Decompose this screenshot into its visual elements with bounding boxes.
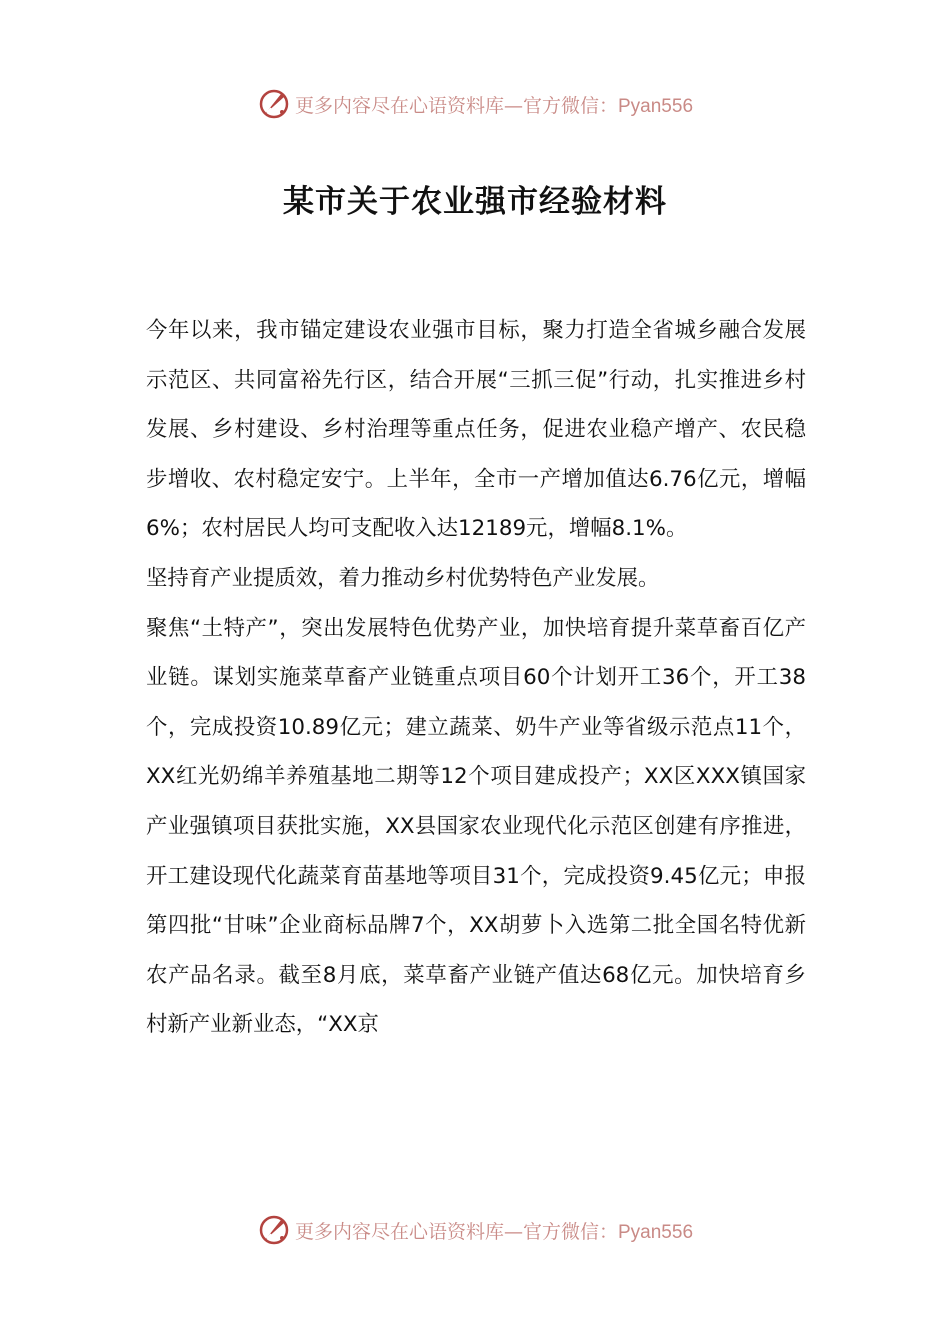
footer-banner (0, 1212, 950, 1248)
banner-text: 更多内容尽在心语资料库—官方微信：Pyan556 (294, 1220, 694, 1243)
document-title: 某市关于农业强市经验材料 (283, 184, 667, 220)
quill-logo-icon (257, 87, 291, 121)
wechat-id: Pyan556 (618, 95, 694, 117)
paragraph: 今年以来，我市锚定建设农业强市目标，聚力打造全省城乡融合发展示范区、共同富裕先行区，结合开展“三抓三促”行动，扎实推进乡村发展、乡村建设、乡村治理等重点任务，促进农业稳产增产、农民稳步增收、农村稳定安宁。上半年，全市一产增加值达6.76亿元，增幅6%；农村居民人均可支配收入达12189元，增幅8.1%。 (146, 318, 806, 542)
paragraph: 坚持育产业提质效，着力推动乡村优势特色产业发展。 (146, 565, 660, 591)
header-banner (0, 86, 950, 122)
paragraph: 聚焦“土特产”，突出发展特色优势产业，加快培育提升菜草畜百亿产业链。谋划实施菜草畜产业链重点项目60个计划开工36个，开工38个，完成投资10.89亿元；建立蔬菜、奶牛产业等省级示范点11个，XX红光奶绵羊养殖基地二期等12个项目建成投产；XX区XXX镇国家产业强镇项目获批实施，XX县国家农业现代化示范区创建有序推进，开工建设现代化蔬菜育苗基地等项目31个，完成投资9.45亿元；申报第四批“甘味”企业商标品牌7个，XX胡萝卜入选第二批全国名特优新农产品名录。截至8月底，菜草畜产业链产值达68亿元。加快培育乡村新产业新业态，“XX京 (146, 615, 806, 1038)
wechat-id: Pyan556 (618, 1221, 694, 1243)
quill-logo-icon (257, 1213, 291, 1247)
document-body (146, 306, 806, 1050)
banner-text: 更多内容尽在心语资料库—官方微信：Pyan556 (294, 94, 694, 117)
